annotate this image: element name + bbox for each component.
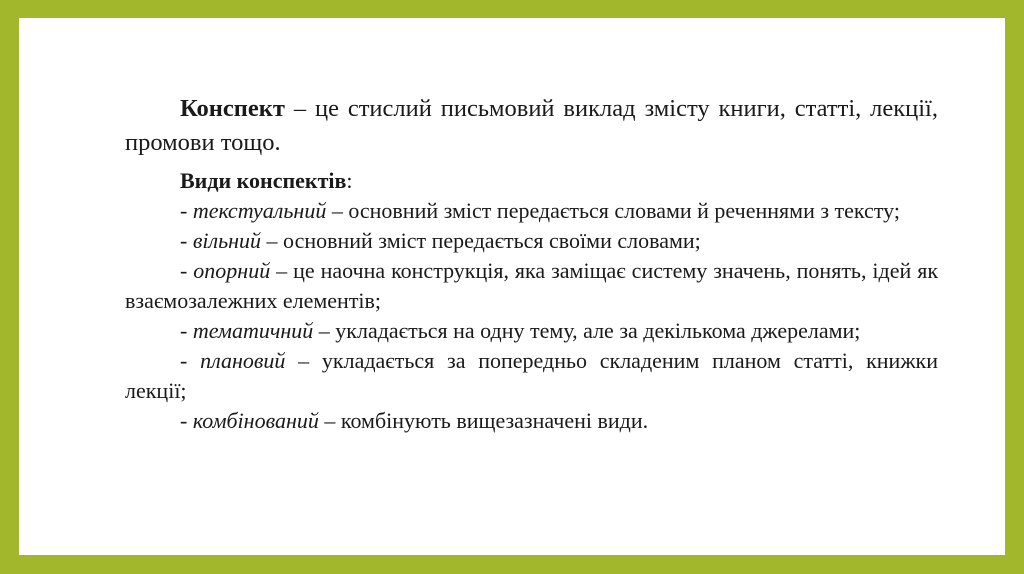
type-item-support bbox=[125, 256, 938, 316]
type-item-combined bbox=[125, 406, 938, 436]
definition-paragraph bbox=[125, 92, 938, 160]
type-item-free bbox=[125, 226, 938, 256]
type-item-prefix: - bbox=[180, 228, 193, 253]
type-item-prefix: - bbox=[180, 318, 193, 343]
definition-text: – це стислий письмовий виклад змісту книги, статті, лекції, промови тощо. bbox=[125, 95, 938, 156]
type-item-desc: – комбінують вищезазначені види. bbox=[318, 408, 649, 433]
type-item-name: текстуальний bbox=[192, 198, 327, 223]
definition-term: Конспект bbox=[180, 95, 285, 122]
type-item-name: плановий bbox=[200, 348, 286, 373]
type-item-prefix: - bbox=[180, 258, 194, 283]
type-item-desc: – це наочна конструкція, яка заміщає систему значень, понять, ідей як взаємозалежних елементів; bbox=[125, 258, 939, 313]
type-item-name: опорний bbox=[193, 258, 271, 283]
type-item-desc: – основний зміст передається своїми словами; bbox=[261, 228, 701, 253]
type-item-desc: – укладається за попередньо складеним планом статті, книжки лекції; bbox=[125, 348, 938, 403]
types-heading bbox=[125, 166, 938, 196]
type-item-prefix: - bbox=[180, 198, 193, 223]
type-item-name: тематичний bbox=[192, 318, 314, 343]
type-item-textual bbox=[125, 196, 938, 226]
types-heading-colon: : bbox=[346, 168, 353, 193]
type-item-name: комбінований bbox=[192, 408, 319, 433]
type-item-prefix: - bbox=[180, 408, 193, 433]
type-item-prefix: - bbox=[180, 348, 201, 373]
slide-content bbox=[125, 92, 938, 436]
type-item-desc: – основний зміст передається словами й реченнями з тексту; bbox=[326, 198, 900, 223]
type-item-desc: – укладається на одну тему, але за декількома джерелами; bbox=[313, 318, 861, 343]
type-item-planned bbox=[125, 346, 938, 406]
type-item-thematic bbox=[125, 316, 938, 346]
types-heading-label: Види конспектів bbox=[180, 168, 347, 193]
type-item-name: вільний bbox=[192, 228, 262, 253]
slide bbox=[19, 18, 1005, 555]
